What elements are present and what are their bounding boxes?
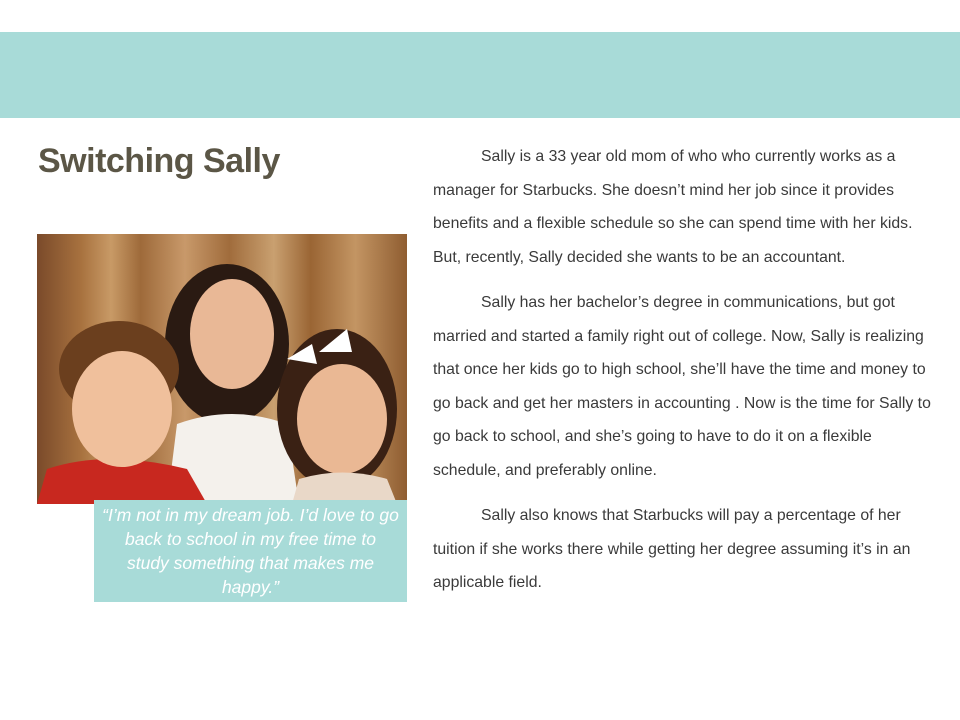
paragraph-1: Sally is a 33 year old mom of who who currently works as a manager for Starbucks. She doesn’t mind her job since it provides benefits and a flexible schedule so she can spend time with her kids. But, recently, Sally decided she wants to be an accountant. — [433, 148, 913, 266]
page-title: Switching Sally — [38, 142, 280, 180]
paragraph-3: Sally also knows that Starbucks will pay a percentage of her tuition if she works there while getting her degree assuming it’s in an applicable field. — [433, 507, 911, 591]
quote-text: “I’m not in my dream job. I’d love to go back to school in my free time to study something that makes me happy.” — [102, 505, 399, 597]
paragraph-2: Sally has her bachelor’s degree in communications, but got married and started a family right out of college. Now, Sally is realizing that once her kids go to high school, she’ll have the time and money to go back and get her masters in accounting . Now is the time for Sally to go back to school, and she’s going to have to do it on a flexible schedule, and preferably online. — [433, 294, 931, 479]
family-photo-icon — [37, 234, 407, 504]
header-band — [0, 32, 960, 118]
quote-box — [94, 500, 407, 602]
family-photo — [37, 234, 407, 504]
body-text — [433, 140, 938, 612]
